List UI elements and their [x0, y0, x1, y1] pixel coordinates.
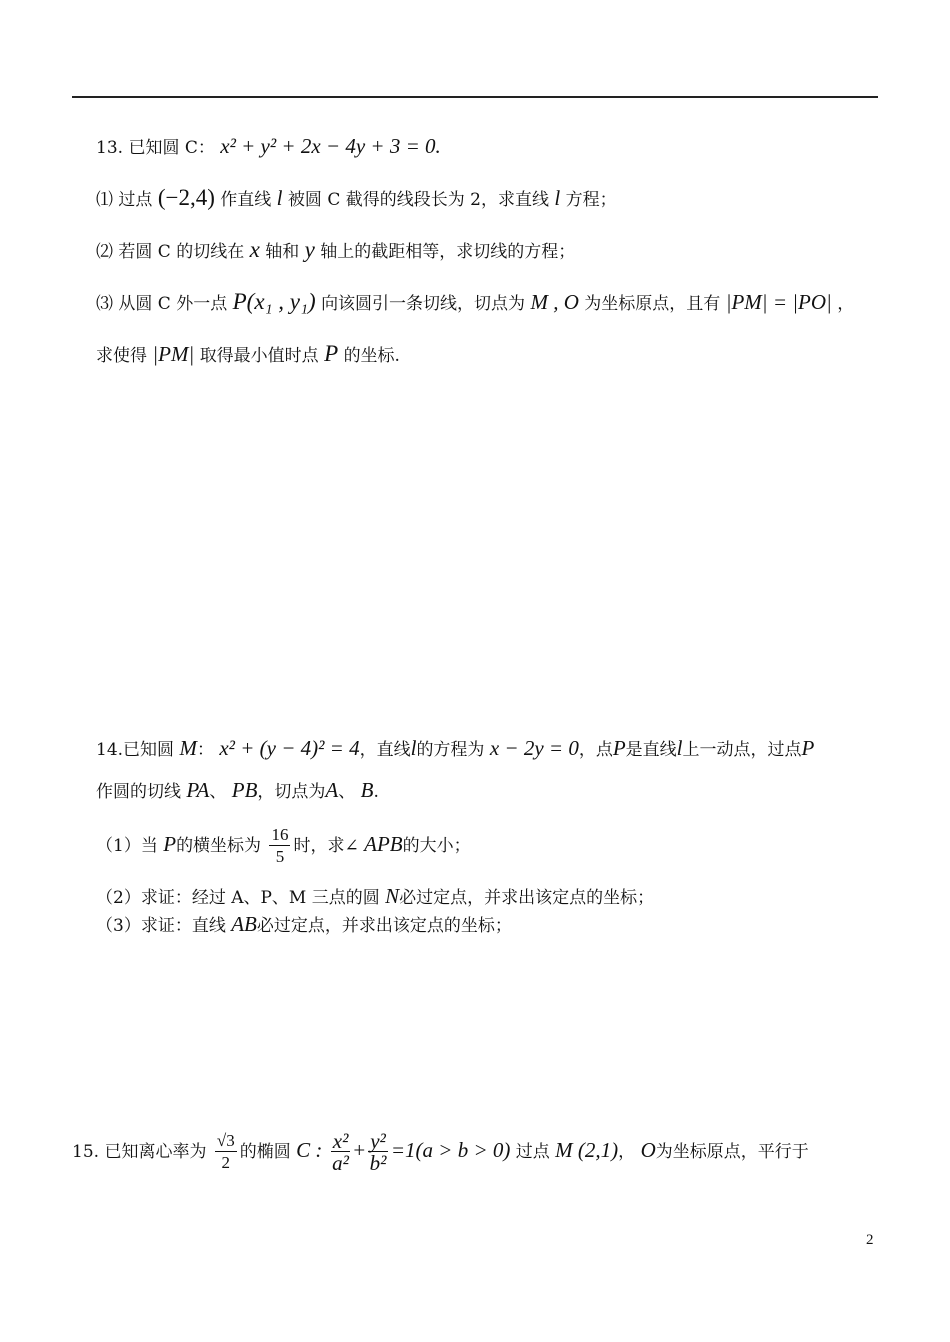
fraction-sqrt3-2: $\frac{√3}{2}$ — [216, 1131, 235, 1172]
q13-equation: x² + y² + 2x − 4y + 3 = 0. — [220, 134, 441, 158]
q15-statement: 15. 已知离心率为 $\frac{√3}{2}$ 的椭圆 C : $\frac{\text{x²}}{\text{a²}}$ + $\frac{\text{y²}}{\text{b²}}$ =1(a > b > 0) 过点 M (2,1)， O为坐标原点，平行于 — [72, 1129, 809, 1175]
q14-equation: x² + (y − 4)² = 4 — [219, 736, 360, 760]
q14-sub1: （1）当 P的横坐标为 $\frac{16}{5}$ 时，求∠ APB的大小； — [96, 825, 471, 866]
q14-sub3: （3）求证：直线 AB必过定点，并求出该定点的坐标； — [96, 912, 512, 936]
header-rule — [72, 96, 878, 98]
q13-part1: ⑴ 过点 (−2,4) 作直线 l 被圆 C 截得的线段长为 2，求直线 l 方程； — [96, 185, 617, 210]
q13-part2: ⑵ 若圆 C 的切线在 x 轴和 y 轴上的截距相等，求切线的方程； — [96, 237, 576, 262]
q13-part3-cont: 求使得 |PM| 取得最小值时点 P 的坐标. — [96, 341, 400, 366]
q14-statement-cont: 作圆的切线 PA、 PB，切点为A、 B. — [96, 778, 379, 802]
q13-part3: ⑶ 从圆 C 外一点 P(x₁ , y₁) 向该圆引一条切线，切点为 M , O 为坐标原点，且有 |PM| = |PO| ， — [96, 289, 855, 314]
fraction-x2-a2: $\frac{\text{x²}}{\text{a²}}$ — [332, 1129, 349, 1175]
q14-sub2: （2）求证：经过 A、P、M 三点的圆 N必过定点，并求出该定点的坐标； — [96, 884, 655, 908]
q14-statement: 14.已知圆 M： x² + (y − 4)² = 4，直线l的方程为 x − 2y = 0，点P是直线l上一动点，过点P — [96, 736, 815, 760]
page-number: 2 — [866, 1232, 874, 1248]
fraction-16-5: $\frac{16}{5}$ — [271, 825, 289, 866]
fraction-y2-b2: $\frac{\text{y²}}{\text{b²}}$ — [369, 1129, 387, 1175]
q13-statement: 13. 已知圆 C： x² + y² + 2x − 4y + 3 = 0. — [96, 134, 441, 158]
